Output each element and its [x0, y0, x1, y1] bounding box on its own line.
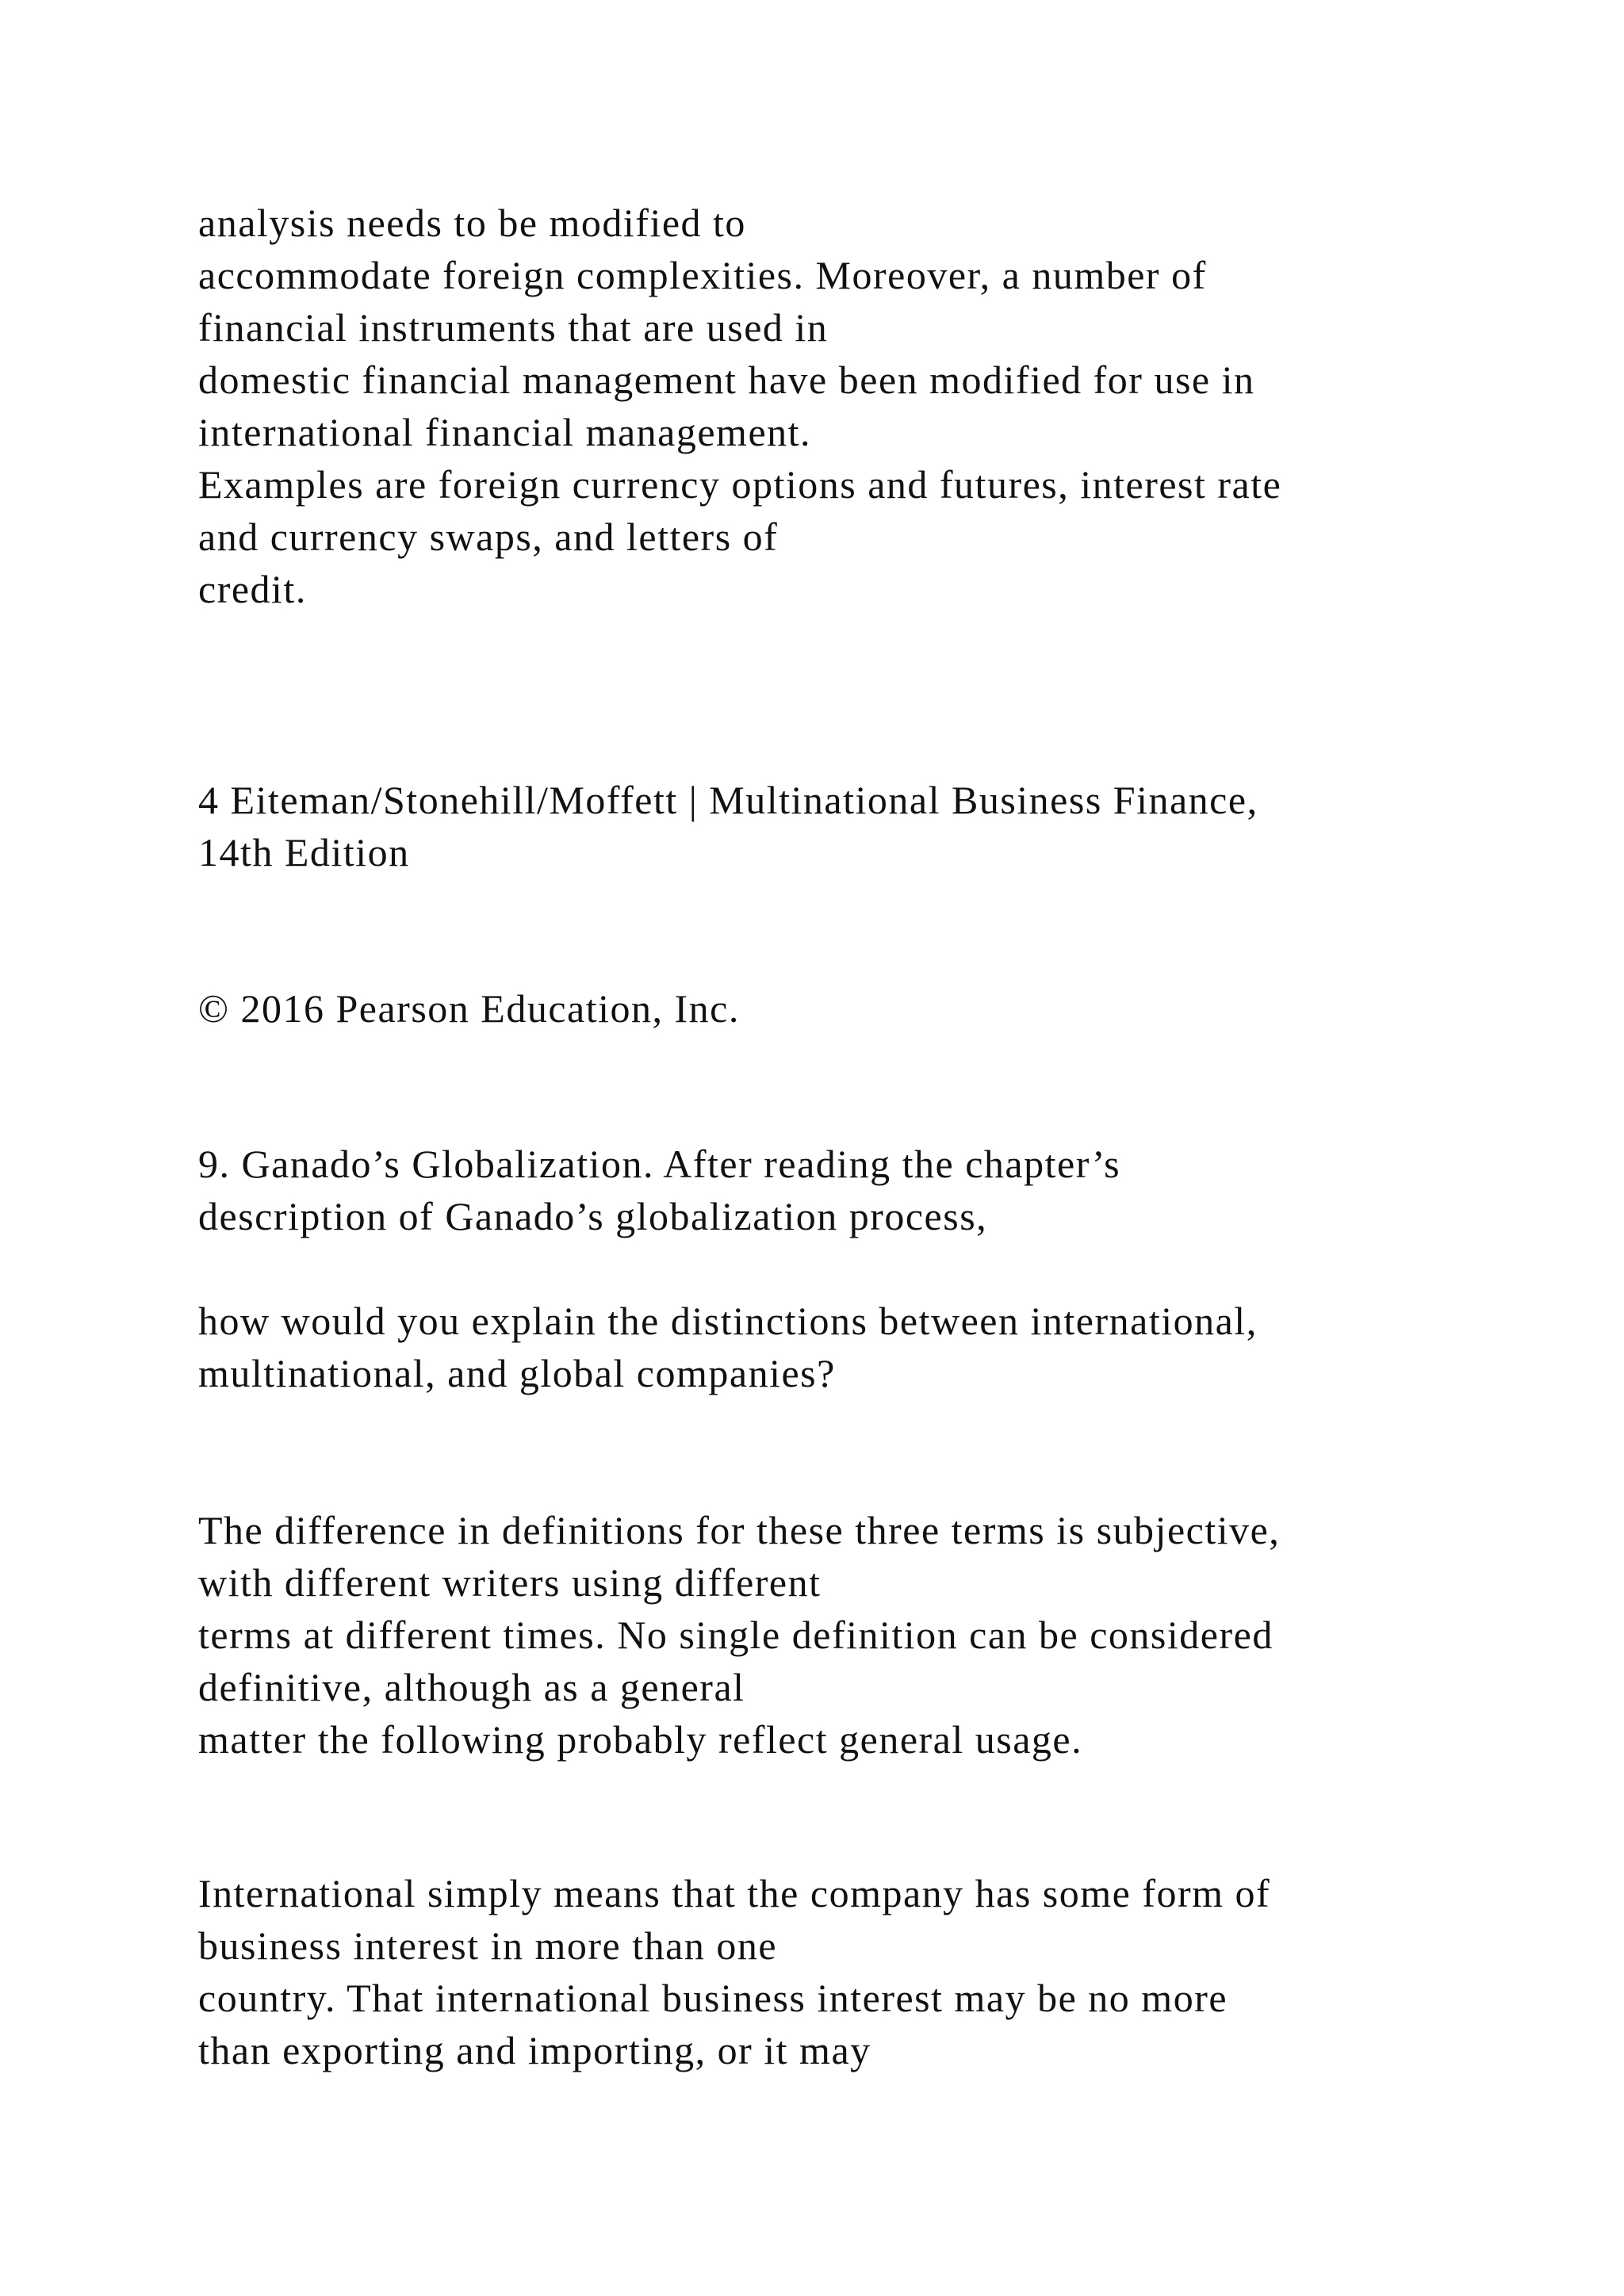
text-line: Examples are foreign currency options and futures, interest rate — [198, 462, 1282, 507]
text-line: 14th Edition — [198, 830, 410, 874]
text-line: domestic financial management have been modified for use in — [198, 358, 1255, 402]
text-line: multinational, and global companies? — [198, 1351, 836, 1395]
text-line: 9. Ganado’s Globalization. After reading the chapter’s — [198, 1142, 1121, 1186]
text-line: country. That international business interest may be no more — [198, 1976, 1228, 2020]
question-text — [198, 1295, 1594, 1399]
paragraph-financial-instruments — [198, 197, 1594, 615]
text-line: financial instruments that are used in — [198, 305, 829, 350]
copyright-notice — [198, 982, 1594, 1035]
text-line: terms at different times. No single definition can be considered — [198, 1613, 1274, 1657]
text-line: than exporting and importing, or it may — [198, 2028, 871, 2072]
text-line: how would you explain the distinctions between international, — [198, 1299, 1258, 1343]
text-line: description of Ganado’s globalization process, — [198, 1194, 988, 1238]
question-heading — [198, 1138, 1594, 1242]
text-line: credit. — [198, 567, 307, 611]
text-line: international financial management. — [198, 410, 812, 454]
text-line: analysis needs to be modified to — [198, 201, 746, 245]
text-line: International simply means that the company has some form of — [198, 1871, 1271, 1915]
text-line: 4 Eiteman/Stonehill/Moffett | Multinational Business Finance, — [198, 778, 1258, 822]
paragraph-international — [198, 1867, 1594, 2076]
text-line: definitive, although as a general — [198, 1665, 745, 1709]
text-line: © 2016 Pearson Education, Inc. — [198, 986, 740, 1031]
text-line: and currency swaps, and letters of — [198, 515, 779, 559]
text-line: business interest in more than one — [198, 1923, 778, 1968]
page-footer-book-title — [198, 774, 1594, 878]
text-line: The difference in definitions for these three terms is subjective, — [198, 1508, 1281, 1552]
paragraph-definitions — [198, 1504, 1594, 1766]
text-line: with different writers using different — [198, 1560, 822, 1605]
text-line: accommodate foreign complexities. Moreover, a number of — [198, 253, 1207, 297]
text-line: matter the following probably reflect general usage. — [198, 1717, 1083, 1762]
